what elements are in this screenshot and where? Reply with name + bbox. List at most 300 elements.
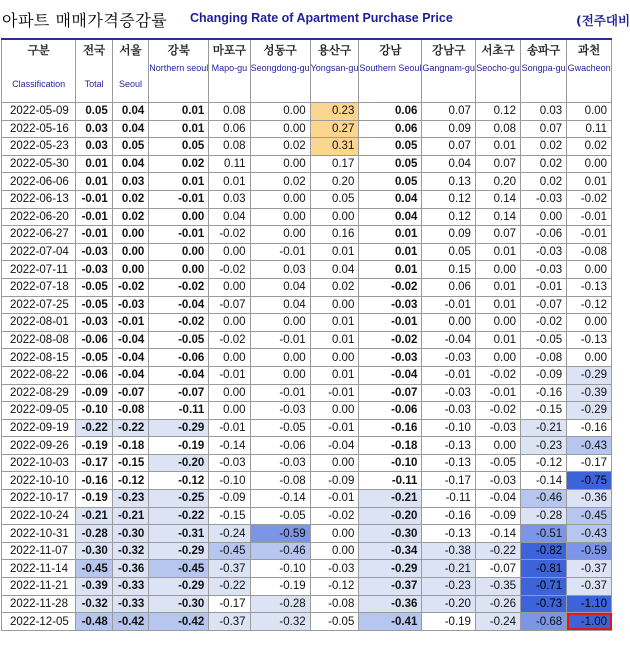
table-row (2, 155, 612, 173)
table-cell-total: -0.05 (76, 296, 112, 314)
table-cell-yongsan-gu: -0.05 (310, 613, 359, 631)
table-cell-southern-seoul: -0.11 (359, 472, 422, 490)
row-date: 2022-05-16 (2, 120, 76, 138)
table-cell-songpa-gu: -0.12 (521, 454, 567, 472)
table-cell-seongdong-gu: -0.03 (250, 454, 310, 472)
table-cell-gangnam-gu: 0.13 (422, 173, 476, 191)
row-date: 2022-08-08 (2, 331, 76, 349)
table-cell-total: -0.16 (76, 472, 112, 490)
table-cell-yongsan-gu: 0.23 (310, 103, 359, 121)
table-cell-mapo-gu: -0.37 (209, 560, 250, 578)
table-cell-seongdong-gu: -0.28 (250, 595, 310, 613)
table-cell-northern-seoul: -0.19 (149, 437, 209, 455)
row-date: 2022-11-14 (2, 560, 76, 578)
table-cell-northern-seoul: 0.00 (149, 243, 209, 261)
table-cell-songpa-gu: -0.68 (521, 613, 567, 631)
table-cell-songpa-gu: 0.02 (521, 155, 567, 173)
table-cell-seongdong-gu: 0.00 (250, 366, 310, 384)
table-cell-seocho-gu: 0.14 (475, 190, 520, 208)
table-cell-seoul: -0.04 (112, 366, 148, 384)
table-cell-songpa-gu: -0.28 (521, 507, 567, 525)
column-header-english: Northern seoul (149, 63, 209, 73)
table-cell-songpa-gu: -0.51 (521, 525, 567, 543)
table-cell-gangnam-gu: -0.10 (422, 419, 476, 437)
table-cell-seoul: 0.02 (112, 190, 148, 208)
table-cell-northern-seoul: 0.01 (149, 120, 209, 138)
table-cell-gangnam-gu: -0.38 (422, 542, 476, 560)
table-cell-northern-seoul: -0.22 (149, 507, 209, 525)
table-cell-seongdong-gu: -0.05 (250, 419, 310, 437)
table-cell-gangnam-gu: -0.03 (422, 384, 476, 402)
column-header-10 (521, 39, 567, 103)
table-cell-songpa-gu: -0.16 (521, 384, 567, 402)
table-cell-total: -0.10 (76, 402, 112, 420)
title-bar (0, 0, 630, 38)
table-cell-songpa-gu: 0.00 (521, 208, 567, 226)
table-cell-total: 0.03 (76, 120, 112, 138)
header-row (2, 39, 612, 103)
table-cell-seongdong-gu: -0.19 (250, 578, 310, 596)
table-cell-seoul: -0.36 (112, 560, 148, 578)
row-date: 2022-10-31 (2, 525, 76, 543)
row-date: 2022-10-10 (2, 472, 76, 490)
table-cell-yongsan-gu: 0.00 (310, 402, 359, 420)
table-cell-gwacheon: -1.00 (567, 613, 612, 631)
table-cell-gwacheon: -0.43 (567, 525, 612, 543)
table-cell-seongdong-gu: -0.01 (250, 243, 310, 261)
table-cell-southern-seoul: -0.21 (359, 490, 422, 508)
table-cell-songpa-gu: -0.73 (521, 595, 567, 613)
table-cell-total: -0.39 (76, 578, 112, 596)
table-cell-seocho-gu: -0.09 (475, 507, 520, 525)
table-cell-gwacheon: -0.01 (567, 226, 612, 244)
table-cell-seongdong-gu: -0.08 (250, 472, 310, 490)
table-cell-seongdong-gu: -0.05 (250, 507, 310, 525)
table-cell-seocho-gu: 0.00 (475, 261, 520, 279)
table-cell-seocho-gu: 0.20 (475, 173, 520, 191)
row-date: 2022-11-21 (2, 578, 76, 596)
table-cell-southern-seoul: 0.06 (359, 120, 422, 138)
table-cell-mapo-gu: 0.00 (209, 349, 250, 367)
table-cell-seongdong-gu: -0.59 (250, 525, 310, 543)
row-date: 2022-07-18 (2, 278, 76, 296)
table-cell-seongdong-gu: -0.06 (250, 437, 310, 455)
row-date: 2022-06-13 (2, 190, 76, 208)
column-header-korean: 구분 (27, 43, 50, 57)
table-cell-gwacheon: -0.12 (567, 296, 612, 314)
table-cell-southern-seoul: 0.04 (359, 208, 422, 226)
table-cell-seocho-gu: -0.14 (475, 525, 520, 543)
table-cell-gangnam-gu: -0.23 (422, 578, 476, 596)
column-header-2 (112, 39, 148, 103)
table-cell-southern-seoul: 0.01 (359, 226, 422, 244)
table-cell-northern-seoul: 0.01 (149, 173, 209, 191)
column-header-korean: 강남구 (432, 43, 466, 57)
table-cell-total: -0.06 (76, 366, 112, 384)
table-cell-southern-seoul: -0.03 (359, 296, 422, 314)
table-cell-gwacheon: 0.01 (567, 173, 612, 191)
table-row (2, 366, 612, 384)
table-cell-seocho-gu: 0.00 (475, 437, 520, 455)
table-cell-southern-seoul: -0.29 (359, 560, 422, 578)
row-date: 2022-08-15 (2, 349, 76, 367)
column-header-3 (149, 39, 209, 103)
row-date: 2022-05-09 (2, 103, 76, 121)
table-cell-gangnam-gu: -0.13 (422, 437, 476, 455)
table-cell-total: 0.01 (76, 173, 112, 191)
table-cell-seoul: 0.05 (112, 138, 148, 156)
table-cell-gangnam-gu: -0.01 (422, 296, 476, 314)
table-row (2, 190, 612, 208)
table-cell-northern-seoul: -0.06 (149, 349, 209, 367)
table-cell-seocho-gu: -0.05 (475, 454, 520, 472)
row-date: 2022-12-05 (2, 613, 76, 631)
table-cell-yongsan-gu: 0.01 (310, 331, 359, 349)
table-cell-yongsan-gu: 0.04 (310, 261, 359, 279)
table-cell-songpa-gu: -0.71 (521, 578, 567, 596)
table-cell-gwacheon: -0.29 (567, 366, 612, 384)
table-cell-total: -0.01 (76, 226, 112, 244)
table-cell-northern-seoul: -0.30 (149, 595, 209, 613)
table-cell-seongdong-gu: 0.03 (250, 261, 310, 279)
table-cell-seocho-gu: -0.04 (475, 490, 520, 508)
table-cell-seoul: -0.32 (112, 542, 148, 560)
row-date: 2022-07-25 (2, 296, 76, 314)
column-header-korean: 송파구 (526, 43, 561, 57)
table-cell-mapo-gu: 0.04 (209, 208, 250, 226)
column-header-8 (422, 39, 476, 103)
table-cell-total: -0.05 (76, 349, 112, 367)
row-date: 2022-06-20 (2, 208, 76, 226)
table-cell-yongsan-gu: -0.04 (310, 437, 359, 455)
table-cell-mapo-gu: -0.02 (209, 261, 250, 279)
table-cell-seocho-gu: -0.07 (475, 560, 520, 578)
table-cell-yongsan-gu: 0.00 (310, 349, 359, 367)
table-row (2, 578, 612, 596)
table-cell-songpa-gu: -0.15 (521, 402, 567, 420)
table-cell-gangnam-gu: 0.06 (422, 278, 476, 296)
column-header-7 (359, 39, 422, 103)
table-cell-total: 0.05 (76, 103, 112, 121)
column-header-korean: 용산구 (317, 43, 352, 57)
table-cell-seocho-gu: -0.24 (475, 613, 520, 631)
table-cell-gangnam-gu: 0.12 (422, 190, 476, 208)
table-cell-southern-seoul: -0.04 (359, 366, 422, 384)
table-cell-gangnam-gu: -0.17 (422, 472, 476, 490)
table-cell-gwacheon: -0.36 (567, 490, 612, 508)
table-cell-mapo-gu: -0.24 (209, 525, 250, 543)
column-header-korean: 마포구 (212, 43, 247, 57)
table-cell-gwacheon: 0.00 (567, 349, 612, 367)
table-cell-total: -0.32 (76, 595, 112, 613)
column-header-1 (76, 39, 112, 103)
table-cell-northern-seoul: -0.29 (149, 578, 209, 596)
table-cell-yongsan-gu: -0.08 (310, 595, 359, 613)
table-cell-seocho-gu: -0.01 (475, 384, 520, 402)
table-cell-seoul: -0.23 (112, 490, 148, 508)
table-row (2, 419, 612, 437)
table-row (2, 349, 612, 367)
table-cell-yongsan-gu: -0.03 (310, 560, 359, 578)
table-cell-yongsan-gu: 0.16 (310, 226, 359, 244)
table-cell-mapo-gu: -0.10 (209, 472, 250, 490)
table-cell-songpa-gu: -0.23 (521, 437, 567, 455)
table-cell-northern-seoul: -0.45 (149, 560, 209, 578)
column-header-english: Southern Seoul (359, 63, 422, 73)
table-cell-mapo-gu: 0.00 (209, 243, 250, 261)
table-cell-mapo-gu: -0.14 (209, 437, 250, 455)
table-cell-seoul: 0.03 (112, 173, 148, 191)
row-date: 2022-06-27 (2, 226, 76, 244)
table-cell-seongdong-gu: -0.32 (250, 613, 310, 631)
table-cell-songpa-gu: -0.81 (521, 560, 567, 578)
table-cell-northern-seoul: -0.04 (149, 366, 209, 384)
table-cell-total: -0.03 (76, 261, 112, 279)
column-header-classification (2, 39, 76, 103)
table-cell-total: -0.03 (76, 314, 112, 332)
table-cell-total: -0.05 (76, 278, 112, 296)
row-date: 2022-10-17 (2, 490, 76, 508)
table-cell-gangnam-gu: 0.09 (422, 226, 476, 244)
table-cell-yongsan-gu: 0.31 (310, 138, 359, 156)
table-cell-yongsan-gu: 0.02 (310, 278, 359, 296)
table-cell-songpa-gu: 0.02 (521, 138, 567, 156)
table-row (2, 507, 612, 525)
table-cell-seongdong-gu: 0.02 (250, 138, 310, 156)
row-date: 2022-08-29 (2, 384, 76, 402)
table-cell-southern-seoul: 0.06 (359, 103, 422, 121)
table-cell-total: 0.01 (76, 155, 112, 173)
table-cell-seocho-gu: 0.07 (475, 155, 520, 173)
table-cell-southern-seoul: -0.10 (359, 454, 422, 472)
table-cell-gwacheon: -0.08 (567, 243, 612, 261)
table-cell-northern-seoul: -0.04 (149, 296, 209, 314)
table-cell-seoul: -0.22 (112, 419, 148, 437)
table-cell-northern-seoul: -0.29 (149, 542, 209, 560)
column-header-english: Seoul (119, 79, 143, 89)
table-cell-mapo-gu: 0.00 (209, 384, 250, 402)
table-cell-seoul: -0.33 (112, 595, 148, 613)
table-cell-northern-seoul: 0.00 (149, 261, 209, 279)
table-cell-northern-seoul: -0.25 (149, 490, 209, 508)
table-row (2, 472, 612, 490)
table-cell-seoul: 0.04 (112, 103, 148, 121)
row-date: 2022-08-01 (2, 314, 76, 332)
table-cell-seoul: -0.07 (112, 384, 148, 402)
table-cell-seocho-gu: 0.01 (475, 243, 520, 261)
table-cell-songpa-gu: -0.01 (521, 278, 567, 296)
table-cell-seocho-gu: 0.01 (475, 296, 520, 314)
table-cell-mapo-gu: -0.37 (209, 613, 250, 631)
column-header-english: Mapo-gu (211, 63, 248, 73)
table-cell-mapo-gu: 0.11 (209, 155, 250, 173)
table-cell-seongdong-gu: 0.00 (250, 208, 310, 226)
table-cell-seoul: -0.33 (112, 578, 148, 596)
table-cell-seongdong-gu: 0.02 (250, 173, 310, 191)
table-cell-gwacheon: -0.17 (567, 454, 612, 472)
column-header-korean: 성동구 (263, 43, 297, 57)
table-cell-total: -0.21 (76, 507, 112, 525)
table-cell-yongsan-gu: -0.01 (310, 384, 359, 402)
table-cell-gwacheon: -0.59 (567, 542, 612, 560)
table-cell-seongdong-gu: 0.04 (250, 296, 310, 314)
table-cell-mapo-gu: 0.03 (209, 190, 250, 208)
row-date: 2022-10-03 (2, 454, 76, 472)
row-date: 2022-09-05 (2, 402, 76, 420)
table-cell-total: -0.28 (76, 525, 112, 543)
table-cell-seocho-gu: 0.01 (475, 138, 520, 156)
table-cell-gwacheon: -0.43 (567, 437, 612, 455)
table-cell-seoul: 0.00 (112, 226, 148, 244)
table-cell-seongdong-gu: -0.46 (250, 542, 310, 560)
table-cell-seoul: 0.04 (112, 155, 148, 173)
table-cell-gwacheon: 0.02 (567, 138, 612, 156)
table-cell-mapo-gu: -0.22 (209, 578, 250, 596)
table-cell-seoul: -0.15 (112, 454, 148, 472)
table-cell-songpa-gu: -0.82 (521, 542, 567, 560)
table-cell-gangnam-gu: 0.04 (422, 155, 476, 173)
table-row (2, 261, 612, 279)
table-cell-seocho-gu: 0.01 (475, 278, 520, 296)
table-cell-northern-seoul: -0.02 (149, 278, 209, 296)
table-cell-northern-seoul: -0.07 (149, 384, 209, 402)
table-cell-songpa-gu: -0.03 (521, 190, 567, 208)
table-cell-seocho-gu: 0.00 (475, 349, 520, 367)
row-date: 2022-05-30 (2, 155, 76, 173)
table-cell-mapo-gu: -0.02 (209, 226, 250, 244)
table-cell-seongdong-gu: 0.00 (250, 155, 310, 173)
table-cell-mapo-gu: -0.01 (209, 366, 250, 384)
table-row (2, 226, 612, 244)
table-cell-northern-seoul: -0.29 (149, 419, 209, 437)
table-cell-seocho-gu: -0.03 (475, 472, 520, 490)
table-cell-gwacheon: -0.29 (567, 402, 612, 420)
table-cell-songpa-gu: 0.02 (521, 173, 567, 191)
table-cell-southern-seoul: -0.16 (359, 419, 422, 437)
table-cell-gangnam-gu: 0.07 (422, 103, 476, 121)
table-cell-gwacheon: -0.39 (567, 384, 612, 402)
title-english: Changing Rate of Apartment Purchase Price (190, 11, 453, 25)
table-cell-gwacheon: -1.10 (567, 595, 612, 613)
table-cell-gangnam-gu: -0.20 (422, 595, 476, 613)
table-cell-seongdong-gu: -0.14 (250, 490, 310, 508)
row-date: 2022-05-23 (2, 138, 76, 156)
row-date: 2022-06-06 (2, 173, 76, 191)
table-cell-yongsan-gu: 0.05 (310, 190, 359, 208)
table-cell-seoul: -0.04 (112, 349, 148, 367)
table-cell-gwacheon: -0.13 (567, 278, 612, 296)
table-row (2, 437, 612, 455)
table-row (2, 296, 612, 314)
table-cell-songpa-gu: -0.06 (521, 226, 567, 244)
table-cell-northern-seoul: 0.05 (149, 138, 209, 156)
column-header-english: Gangnam-gu (422, 63, 475, 73)
table-cell-seongdong-gu: 0.00 (250, 314, 310, 332)
table-cell-songpa-gu: -0.02 (521, 314, 567, 332)
table-cell-gangnam-gu: 0.12 (422, 208, 476, 226)
table-cell-northern-seoul: -0.01 (149, 190, 209, 208)
column-header-korean: 강남 (379, 43, 402, 57)
table-cell-total: -0.03 (76, 243, 112, 261)
table-cell-southern-seoul: 0.05 (359, 138, 422, 156)
table-row (2, 208, 612, 226)
table-cell-southern-seoul: -0.06 (359, 402, 422, 420)
column-header-english: Classification (12, 79, 66, 89)
table-cell-southern-seoul: 0.05 (359, 155, 422, 173)
table-cell-gangnam-gu: -0.03 (422, 402, 476, 420)
table-cell-total: -0.19 (76, 490, 112, 508)
title-unit: (전주대비 (576, 13, 630, 28)
table-cell-southern-seoul: -0.30 (359, 525, 422, 543)
table-cell-southern-seoul: 0.01 (359, 243, 422, 261)
table-cell-gangnam-gu: -0.11 (422, 490, 476, 508)
table-cell-seoul: -0.21 (112, 507, 148, 525)
table-cell-mapo-gu: -0.45 (209, 542, 250, 560)
column-header-9 (475, 39, 520, 103)
table-cell-seocho-gu: 0.14 (475, 208, 520, 226)
table-cell-gwacheon: 0.00 (567, 155, 612, 173)
table-cell-southern-seoul: -0.07 (359, 384, 422, 402)
table-cell-mapo-gu: 0.06 (209, 120, 250, 138)
table-cell-yongsan-gu: 0.00 (310, 208, 359, 226)
table-cell-seocho-gu: 0.07 (475, 226, 520, 244)
table-cell-northern-seoul: -0.31 (149, 525, 209, 543)
table-row (2, 138, 612, 156)
table-row (2, 490, 612, 508)
table-cell-songpa-gu: -0.07 (521, 296, 567, 314)
table-cell-yongsan-gu: 0.27 (310, 120, 359, 138)
table-cell-southern-seoul: -0.01 (359, 314, 422, 332)
table-cell-seoul: -0.03 (112, 296, 148, 314)
row-date: 2022-07-04 (2, 243, 76, 261)
table-row (2, 525, 612, 543)
column-header-korean: 강북 (167, 43, 190, 57)
table-cell-southern-seoul: -0.02 (359, 331, 422, 349)
table-cell-seoul: -0.02 (112, 278, 148, 296)
table-cell-gangnam-gu: 0.00 (422, 314, 476, 332)
table-cell-total: -0.01 (76, 208, 112, 226)
table-cell-gwacheon: -0.37 (567, 578, 612, 596)
table-cell-southern-seoul: -0.02 (359, 278, 422, 296)
table-cell-seoul: -0.30 (112, 525, 148, 543)
table-cell-mapo-gu: -0.01 (209, 419, 250, 437)
table-cell-northern-seoul: 0.01 (149, 103, 209, 121)
table-cell-seocho-gu: -0.22 (475, 542, 520, 560)
table-cell-gangnam-gu: -0.13 (422, 454, 476, 472)
table-cell-northern-seoul: -0.20 (149, 454, 209, 472)
table-cell-yongsan-gu: -0.09 (310, 472, 359, 490)
table-cell-gangnam-gu: -0.03 (422, 349, 476, 367)
table-row (2, 243, 612, 261)
table-cell-gangnam-gu: -0.21 (422, 560, 476, 578)
table-cell-gangnam-gu: 0.05 (422, 243, 476, 261)
table-cell-seocho-gu: 0.12 (475, 103, 520, 121)
table-cell-gangnam-gu: -0.04 (422, 331, 476, 349)
table-cell-seoul: -0.04 (112, 331, 148, 349)
table-cell-northern-seoul: -0.42 (149, 613, 209, 631)
table-row (2, 454, 612, 472)
table-cell-gangnam-gu: -0.01 (422, 366, 476, 384)
column-header-english: Seongdong-gu (250, 63, 310, 73)
table-cell-songpa-gu: -0.46 (521, 490, 567, 508)
price-change-table (1, 38, 612, 631)
table-row (2, 402, 612, 420)
table-cell-seoul: 0.04 (112, 120, 148, 138)
column-header-english: Gwacheon (567, 63, 611, 73)
table-row (2, 595, 612, 613)
table-cell-gwacheon: -0.13 (567, 331, 612, 349)
table-cell-yongsan-gu: 0.01 (310, 366, 359, 384)
